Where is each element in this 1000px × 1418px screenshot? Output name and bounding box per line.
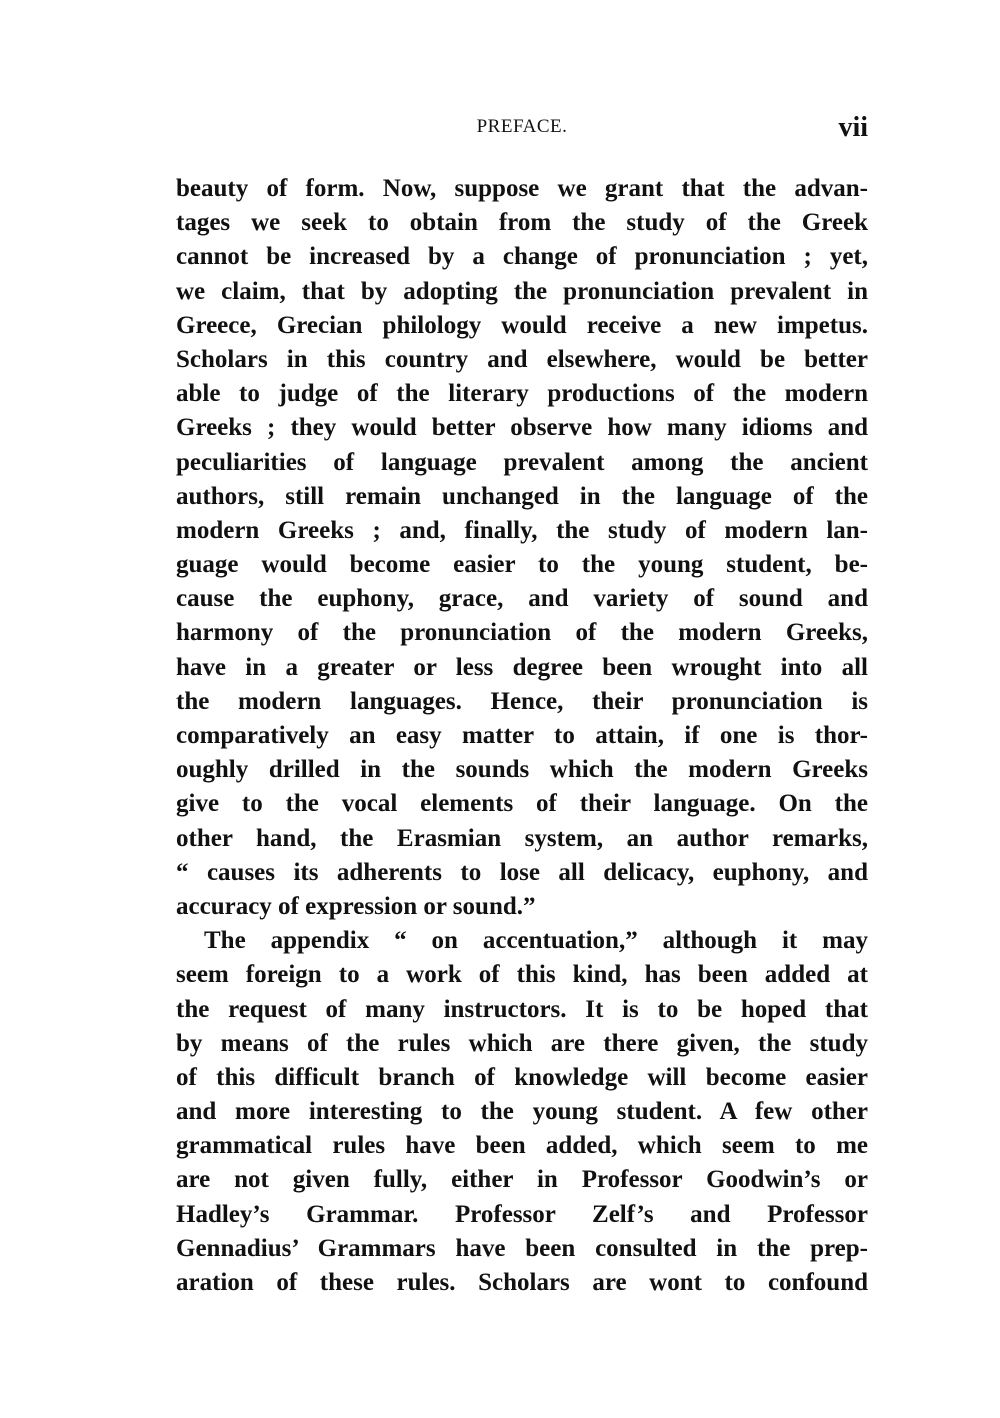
text-line: the request of many instructors. It is to be hoped that [176,995,868,1023]
text-line: other hand, the Erasmian system, an author remarks, [176,824,868,852]
text-line: by means of the rules which are there given, the study [176,1029,868,1057]
paragraph-end-line: accuracy of expression or sound.” [176,892,536,920]
page-header [176,112,868,152]
text-line: and more interesting to the young student. A few other [176,1098,868,1126]
text-line: give to the vocal elements of their language. On the [176,790,868,818]
text-line: authors, still remain unchanged in the language of the [176,482,868,510]
text-line: “ causes its adherents to lose all delicacy, euphony, and [176,858,868,886]
text-line: have in a greater or less degree been wrought into all [176,653,868,681]
text-line: guage would become easier to the young student, be- [176,551,868,579]
text-line: Hadley’s Grammar. Professor Zelf’s and Professor [176,1200,868,1228]
text-line: beauty of form. Now, suppose we grant that the advan- [176,175,868,202]
running-head: PREFACE. [476,116,568,137]
text-line: modern Greeks ; and, finally, the study of modern lan- [176,516,868,544]
text-line: Gennadius’ Grammars have been consulted in the prep- [176,1234,868,1262]
body-text [176,172,868,1300]
text-line: the modern languages. Hence, their pronunciation is [176,687,868,715]
paragraph-start-line: The appendix “ on accentuation,” although it may [204,927,868,955]
text-line: aration of these rules. Scholars are wont to confound [176,1269,868,1296]
text-line: of this difficult branch of knowledge will become easier [176,1063,868,1091]
text-line: Greece, Grecian philology would receive a new impetus. [176,311,868,339]
text-line: harmony of the pronunciation of the modern Greeks, [176,619,868,647]
text-line: cannot be increased by a change of pronunciation ; yet, [176,243,868,271]
text-line: able to judge of the literary productions of the modern [176,380,868,408]
text-line: comparatively an easy matter to attain, if one is thor- [176,722,868,749]
text-line: seem foreign to a work of this kind, has been added at [176,961,868,989]
text-line: grammatical rules have been added, which seem to me [176,1132,868,1160]
text-line: cause the euphony, grace, and variety of sound and [176,585,868,613]
text-line: we claim, that by adopting the pronunciation prevalent in [176,277,868,305]
text-line: peculiarities of language prevalent among the ancient [176,448,868,476]
page-number: vii [838,112,868,143]
text-line: Scholars in this country and elsewhere, would be better [176,345,868,373]
text-line: are not given fully, either in Professor Goodwin’s or [176,1166,868,1194]
text-line: tages we seek to obtain from the study of the Greek [176,209,868,237]
text-line: Greeks ; they would better observe how many idioms and [176,414,868,442]
text-line: oughly drilled in the sounds which the modern Greeks [176,756,868,784]
